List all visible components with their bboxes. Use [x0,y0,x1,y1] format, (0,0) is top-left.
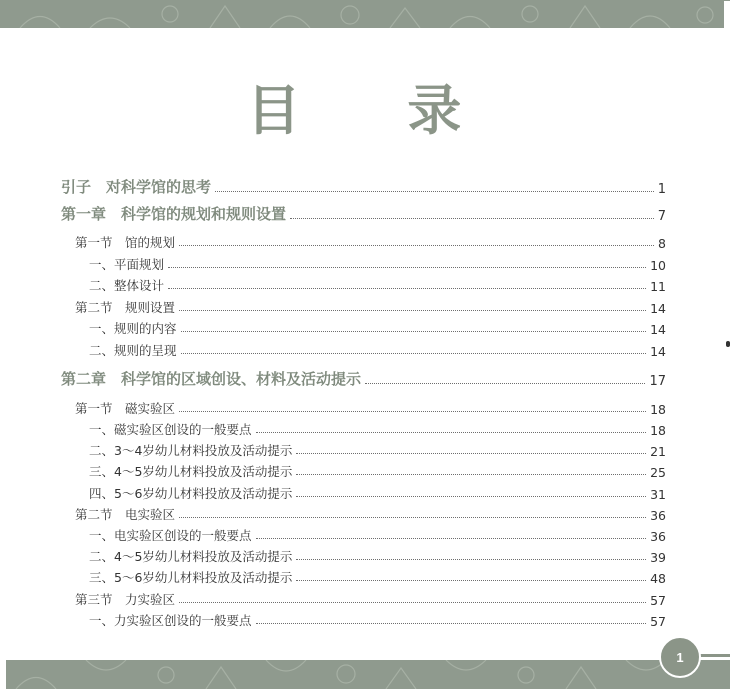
toc-entry[interactable] [89,439,666,459]
toc-leader-dots [168,288,646,289]
toc-entry[interactable] [89,482,666,502]
toc-leader-dots [296,580,646,581]
toc-entry[interactable] [89,418,666,438]
toc-entry[interactable] [89,460,666,480]
toc-leader-dots [179,411,646,412]
toc-entry[interactable] [89,545,666,565]
page-title: 目 录 [246,79,506,142]
toc-entry-label: 二、规则的呈现 [89,343,177,358]
toc-entry-page: 7 [657,209,666,224]
toc-entry-label: 一、力实验区创设的一般要点 [89,613,252,628]
toc-leader-dots [179,517,646,518]
toc-leader-dots [181,331,647,332]
band-pattern-icon [0,0,724,28]
toc-leader-dots [256,538,647,539]
edge-marker [726,341,730,347]
page-badge-line [697,654,730,657]
toc-leader-dots [296,474,646,475]
toc-leader-dots [296,559,646,560]
toc-entry-page: 10 [650,258,666,273]
toc-entry-label: 引子 对科学馆的思考 [61,178,212,196]
toc-entry-page: 36 [650,529,666,544]
toc-entry-page: 57 [650,593,666,608]
toc-entry-page: 14 [650,301,666,316]
edge-tick-top [724,0,730,1]
toc-entry-page: 14 [650,344,666,359]
toc-entry-page: 1 [657,182,666,197]
toc-entry-label: 一、磁实验区创设的一般要点 [89,422,252,437]
toc-entry[interactable] [89,253,666,273]
toc-entry-label: 一、平面规划 [89,257,165,272]
toc-entry[interactable] [75,296,666,316]
toc-entry[interactable] [61,204,666,224]
toc-entry[interactable] [61,369,666,389]
toc-entry-label: 第三节 力实验区 [75,592,176,607]
toc-entry-page: 21 [650,444,666,459]
page-number-badge: 1 [659,636,701,678]
toc-entry-label: 一、电实验区创设的一般要点 [89,528,252,543]
toc-leader-dots [179,602,646,603]
toc-entry-label: 二、整体设计 [89,278,165,293]
toc-entry-label: 二、3～4岁幼儿材料投放及活动提示 [89,443,293,458]
toc-entry[interactable] [89,524,666,544]
toc-entry[interactable] [75,231,666,251]
toc-entry-page: 48 [650,571,666,586]
toc-leader-dots [365,383,645,384]
toc-entry-label: 四、5～6岁幼儿材料投放及活动提示 [89,486,293,501]
toc-entry-page: 25 [650,465,666,480]
toc-entry[interactable] [89,566,666,586]
toc-leader-dots [181,353,647,354]
toc-leader-dots [296,453,646,454]
toc-leader-dots [179,245,654,246]
toc-entry[interactable] [89,609,666,629]
toc-entry-page: 8 [658,236,666,251]
toc-entry-label: 第二章 科学馆的区域创设、材料及活动提示 [61,370,362,388]
toc-leader-dots [215,191,654,192]
toc-entry-page: 36 [650,508,666,523]
toc-entry[interactable] [75,397,666,417]
toc-entry-label: 二、4～5岁幼儿材料投放及活动提示 [89,549,293,564]
toc-entry-label: 三、4～5岁幼儿材料投放及活动提示 [89,464,293,479]
toc-entry[interactable] [75,588,666,608]
toc-leader-dots [256,623,647,624]
toc-leader-dots [179,310,646,311]
toc-entry-page: 39 [650,550,666,565]
toc-entry[interactable] [75,503,666,523]
toc-entry-label: 第一节 馆的规划 [75,235,176,250]
top-decorative-band [0,0,724,28]
toc-entry-label: 第二节 电实验区 [75,507,176,522]
toc-entry-label: 第二节 规则设置 [75,300,176,315]
bottom-decorative-band [6,660,730,689]
toc-leader-dots [168,267,646,268]
toc-entry[interactable] [89,274,666,294]
toc-entry-page: 57 [650,614,666,629]
toc-leader-dots [296,496,646,497]
toc-entry-page: 31 [650,487,666,502]
toc-entry[interactable] [89,317,666,337]
band-pattern-icon [6,660,730,689]
toc-entry-page: 14 [650,322,666,337]
toc-leader-dots [290,218,654,219]
toc-entry-page: 18 [650,402,666,417]
toc-entry-page: 18 [650,423,666,438]
toc-entry-page: 11 [650,279,666,294]
toc-entry-label: 第一节 磁实验区 [75,401,176,416]
toc-entry-label: 一、规则的内容 [89,321,177,336]
toc-entry-label: 第一章 科学馆的规划和规则设置 [61,205,287,223]
toc-entry[interactable] [89,339,666,359]
toc-leader-dots [256,432,647,433]
toc-entry-label: 三、5～6岁幼儿材料投放及活动提示 [89,570,293,585]
toc-entry-page: 17 [649,374,666,389]
toc-entry[interactable] [61,177,666,197]
